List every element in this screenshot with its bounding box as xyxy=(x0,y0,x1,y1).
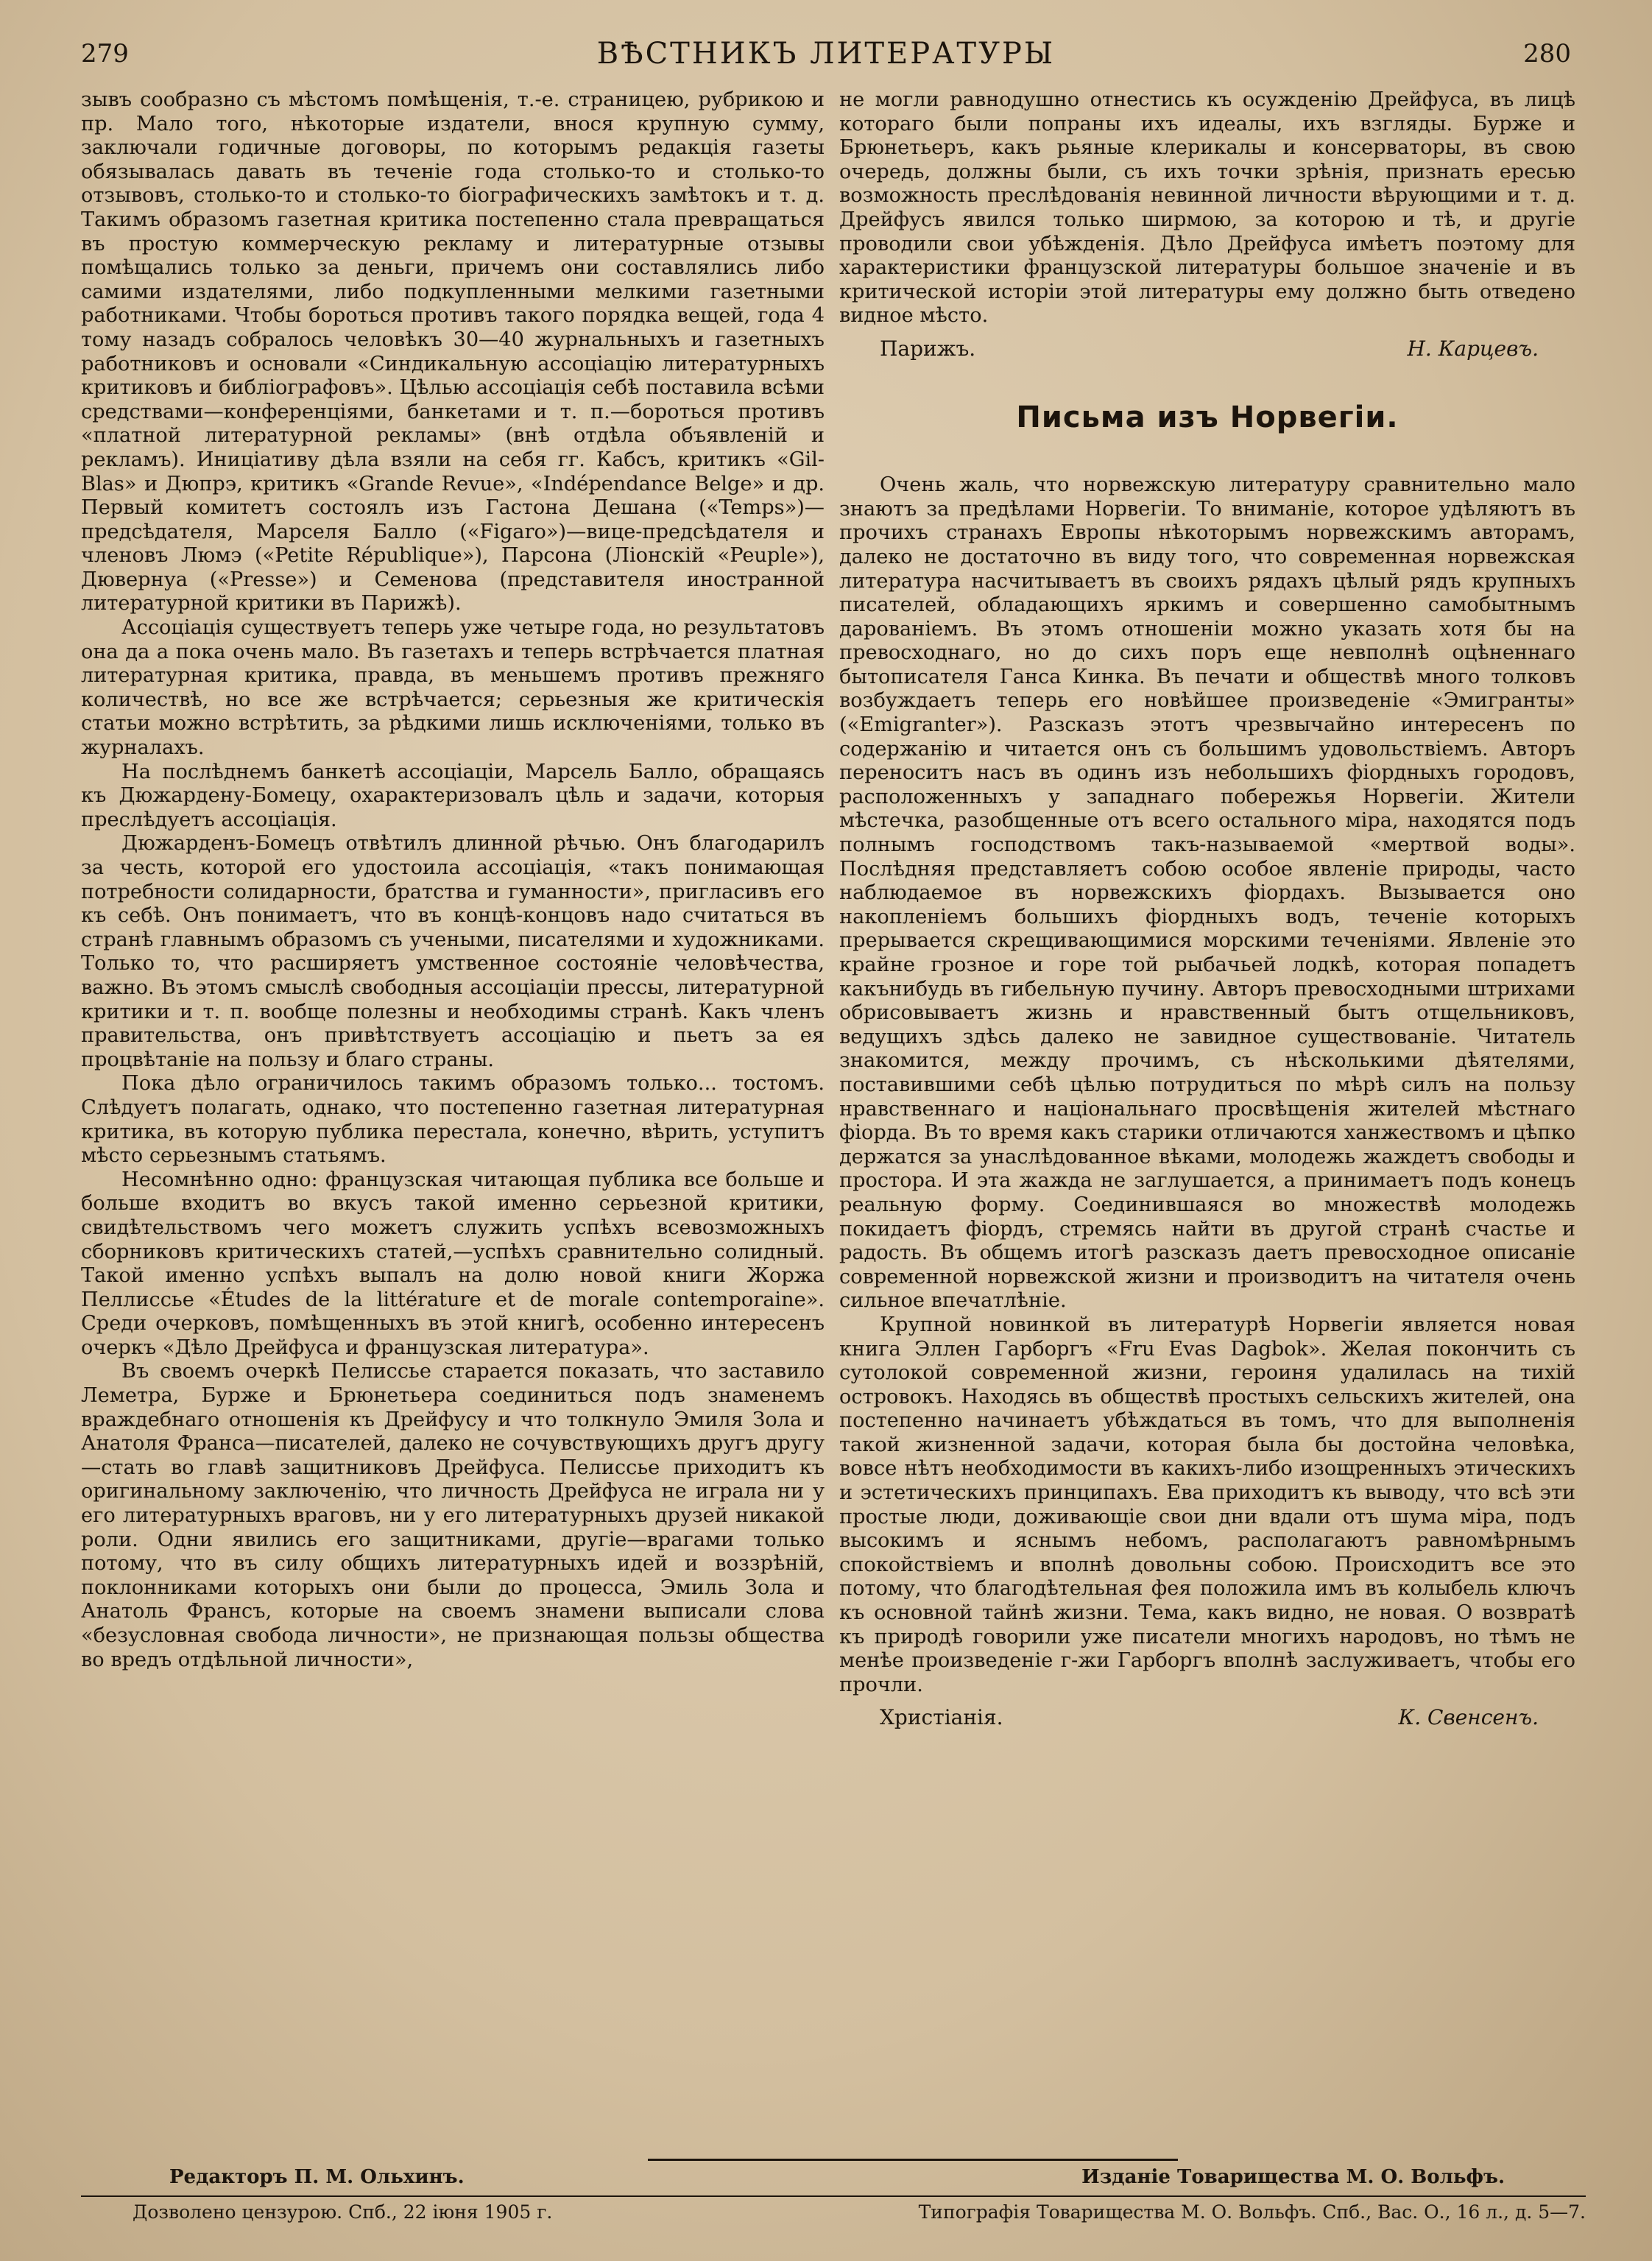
page-number-left: 279 xyxy=(81,39,129,68)
right-column xyxy=(839,88,1575,2150)
paragraph: зывъ сообразно съ мѣстомъ помѣщенія, т.-е. страницею, рубрикою и пр. Мало того, нѣкоторые издатели, внося крупную сумму, заключали годичные договоры, по которымъ редакція газеты обязывалась давать въ теченіе года столько-то и столько-то отзывовъ, столько-то и столько-то біографическихъ замѣтокъ и т. д. Такимъ образомъ газетная критика постепенно стала превращаться въ простую коммерческую рекламу и литературные отзывы помѣщались только за деньги, причемъ они составлялись либо самими издателями, либо подкупленными мелкими газетными работниками. Чтобы бороться противъ такого порядка вещей, года 4 тому назадъ собралось человѣкъ 30—40 журнальныхъ и газетныхъ работниковъ и основали «Синдикальную ассоціацію литературныхъ критиковъ и библіографовъ». Цѣлью ассоціація себѣ поставила всѣми средствами—конференціями, банкетами и т. п.—бороться противъ «платной литературной рекламы» (внѣ отдѣла объявленій и рекламъ). Иниціативу дѣла взяли на себя гг. Кабсъ, критикъ «Gil-Blas» и Дюпрэ, критикъ «Grande Revue», «Indépendance Belge» и др. Первый комитетъ состоялъ изъ Гастона Дешана («Temps»)—предсѣдателя, Марселя Балло («Figaro»)—вице-предсѣдателя и членовъ Люмэ («Petite République»), Парсона (Ліонскій «Peuple»), Дювернуа («Presse») и Семенова (представителя иностранной литературной критики въ Парижѣ). xyxy=(81,88,825,615)
footer-divider xyxy=(81,2195,1586,2197)
signature-line xyxy=(839,337,1575,361)
signature-author: Н. Карцевъ. xyxy=(1407,336,1539,361)
paragraph: Дюжарденъ-Бомецъ отвѣтилъ длинной рѣчью. Онъ благодарилъ за честь, которой его удостоила ассоціація, «такъ понимающая потребности солидарности, братства и гуманности», пригласивъ его къ себѣ. Онъ понимаетъ, что въ концѣ-концовъ надо считаться въ странѣ главнымъ образомъ съ учеными, писателями и художниками. Только то, что расширяетъ умственное состояніе человѣчества, важно. Въ этомъ смыслѣ свободныя ассоціаціи прессы, литературной критики и т. п. вообще полезны и необходимы странѣ. Какъ членъ правительства, онъ привѣтствуетъ ассоціацію и пьетъ за ея процвѣтаніе на пользу и благо страны. xyxy=(81,832,825,1071)
page-header xyxy=(81,28,1571,80)
signature-line xyxy=(839,1706,1575,1730)
paragraph: Очень жаль, что норвежскую литературу сравнительно мало знаютъ за предѣлами Норвегіи. То вниманіе, которое удѣляютъ въ прочихъ странахъ Европы нѣкоторымъ норвежскимъ авторамъ, далеко не достаточно въ виду того, что современная норвежская литература насчитываетъ въ своихъ рядахъ цѣлый рядъ крупныхъ писателей, обладающихъ яркимъ и совершенно самобытнымъ дарованіемъ. Въ этомъ отношеніи можно указать хотя бы на превосходнаго, но до сихъ поръ еще невполнѣ оцѣненнаго бытописателя Ганса Кинка. Въ печати и обществѣ много толковъ возбуждаетъ теперь его новѣйшее произведеніе «Эмигранты» («Emigranter»). Разсказъ этотъ чрезвычайно интересенъ по содержанію и читается онъ съ большимъ удовольствіемъ. Авторъ переноситъ насъ въ одинъ изъ небольшихъ фіордныхъ городовъ, расположенныхъ у западнаго побережья Норвегіи. Жители мѣстечка, разобщенные отъ всего остального міра, находятся подъ полнымъ господствомъ такъ-называемой «мертвой воды». Послѣдняя представляетъ собою особое явленіе природы, часто наблюдаемое въ норвежскихъ фіордахъ. Вызывается оно накопленіемъ большихъ фіордныхъ водъ, теченіе которыхъ прерывается скрещивающимися морскими теченіями. Явленіе это крайне грозное и горе той рыбачьей лодкѣ, которая попадетъ какънибудь въ гибельную пучину. Авторъ превосходными штрихами обрисовываетъ жизнь и нравственный бытъ отщельниковъ, ведущихъ здѣсь далеко не завидное существованіе. Читатель знакомится, между прочимъ, съ нѣсколькими дѣятелями, поставившими себѣ цѣлью потрудиться по мѣрѣ силъ на пользу нравственнаго и національнаго просвѣщенія жителей мѣстнаго фіорда. Въ то время какъ старики отличаются ханжествомъ и цѣпко держатся за унаслѣдованное вѣками, молодежь жаждетъ свободы и простора. И эта жажда не заглушается, а принимаетъ подъ конецъ реальную форму. Соединившаяся во множествѣ молодежь покидаетъ фіордъ, стремясь найти въ другой странѣ счастье и радость. Въ общемъ итогѣ разсказъ даетъ превосходное описаніе современной норвежской жизни и производитъ на читателя очень сильное впечатлѣніе. xyxy=(839,473,1575,1313)
paragraph: Пока дѣло ограничилось такимъ образомъ только... тостомъ. Слѣдуетъ полагать, однако, что постепенно газетная литературная критика, въ которую публика перестала, конечно, вѣрить, уступитъ мѣсто серьезнымъ статьямъ. xyxy=(81,1072,825,1168)
journal-title: ВѢСТНИКЪ ЛИТЕРАТУРЫ xyxy=(596,37,1056,71)
left-column xyxy=(81,88,825,2150)
footer-divider xyxy=(648,2159,1178,2161)
editor-credit: Редакторъ П. М. Ольхинъ. xyxy=(169,2166,465,2188)
signature-author: К. Свенсенъ. xyxy=(1398,1705,1539,1730)
article-title: Письма изъ Норвегіи. xyxy=(1016,400,1399,434)
publisher-credit: Изданіе Товарищества М. О. Вольфъ. xyxy=(1081,2166,1505,2188)
paragraph: Несомнѣнно одно: французская читающая публика все больше и больше входитъ во вкусъ такой именно серьезной критики, свидѣтельствомъ чего можетъ служить успѣхъ всевозможныхъ сборниковъ критическихъ статей,—успѣхъ сравнительно солидный. Такой именно успѣхъ выпалъ на долю новой книги Жоржа Пеллиссье «Études de la littérature et de morale contemporaine». Среди очерковъ, помѣщенныхъ въ этой книгѣ, особенно интересенъ очеркъ «Дѣло Дрейфуса и французская литература». xyxy=(81,1168,825,1359)
page-number-right: 280 xyxy=(1523,39,1571,68)
paragraph: Крупной новинкой въ литературѣ Норвегіи является новая книга Эллен Гарборгъ «Fru Evas Dagbok». Желая покончить съ сутолокой современной жизни, героиня удалилась на тихій островокъ. Находясь въ обществѣ простыхъ сельскихъ жителей, она постепенно начинаетъ убѣждаться въ томъ, что для выполненія такой жизненной задачи, которая была бы достойна человѣка, вовсе нѣтъ необходимости въ какихъ-либо изощренныхъ этическихъ и эстетическихъ принципахъ. Ева приходитъ къ выводу, что всѣ эти простые люди, доживающіе свои дни вдали отъ шума міра, подъ высокимъ и яснымъ небомъ, располагаютъ равномѣрнымъ спокойствіемъ и вполнѣ довольны собою. Происходитъ все это потому, что благодѣтельная фея положила имъ въ колыбель ключъ къ основной тайнѣ жизни. Тема, какъ видно, не новая. О возвратѣ къ природѣ говорили уже писатели многихъ народовъ, но тѣмъ не менѣе произведеніе г-жи Гарборгъ вполнѣ заслуживаетъ, чтобы его прочли. xyxy=(839,1313,1575,1696)
footer-credits xyxy=(81,2166,1571,2193)
printer-note: Типографія Товарищества М. О. Вольфъ. Спб., Вас. О., 16 л., д. 5—7. xyxy=(918,2201,1586,2223)
paragraph: Ассоціація существуетъ теперь уже четыре года, но результатовъ она да а пока очень мало. Въ газетахъ и теперь встрѣчается платная литературная критика, правда, въ меньшемъ противъ прежняго количествѣ, но все же встрѣчается; серьезныя же критическія статьи можно встрѣтить, за рѣдкими лишь исключеніями, только въ журналахъ. xyxy=(81,616,825,760)
paragraph: Въ своемъ очеркѣ Пелиссье старается показать, что заставило Леметра, Бурже и Брюнетьера соединиться подъ знаменемъ враждебнаго отношенія къ Дрейфусу и что толкнуло Эмиля Зола и Анатоля Франса—писателей, далеко не сочувствующихъ другъ другу—стать во главѣ защитниковъ Дрейфуса. Пелиссье приходитъ къ оригинальному заключенію, что личность Дрейфуса не играла ни у его литературныхъ враговъ, ни у его литературныхъ друзей никакой роли. Одни явились его защитниками, другіе—врагами только потому, что въ силу общихъ литературныхъ идей и воззрѣній, поклонниками которыхъ они были до процесса, Эмиль Зола и Анатоль Франсъ, которые на своемъ знамени выписали слова «безусловная свобода личности», не признающая пользы общества во вредъ отдѣльной личности», xyxy=(81,1360,825,1671)
signature-place: Христіанія. xyxy=(880,1705,1003,1730)
censorship-note: Дозволено цензурою. Спб., 22 іюня 1905 г. xyxy=(133,2201,553,2223)
paragraph: не могли равнодушно отнестись къ осужденію Дрейфуса, въ лицѣ котораго были попраны ихъ идеалы, ихъ взгляды. Бурже и Брюнетьеръ, какъ рьяные клерикалы и консерваторы, въ свою очередь, должны были, съ ихъ точки зрѣнія, признать ересью возможность преслѣдованія невинной личности вѣрующими и т. д. Дрейфусъ явился только ширмою, за которою и тѣ, и другіе проводили свои убѣжденія. Дѣло Дрейфуса имѣетъ поэтому для характеристики французской литературы большое значеніе и въ критической исторіи этой литературы ему должно быть отведено видное мѣсто. xyxy=(839,88,1575,328)
paragraph: На послѣднемъ банкетѣ ассоціаціи, Марсель Балло, обращаясь къ Дюжардену-Бомецу, охарактеризовалъ цѣль и задачи, которыя преслѣдуетъ ассоціація. xyxy=(81,760,825,831)
signature-place: Парижъ. xyxy=(880,336,976,361)
footer-imprint xyxy=(81,2201,1586,2228)
